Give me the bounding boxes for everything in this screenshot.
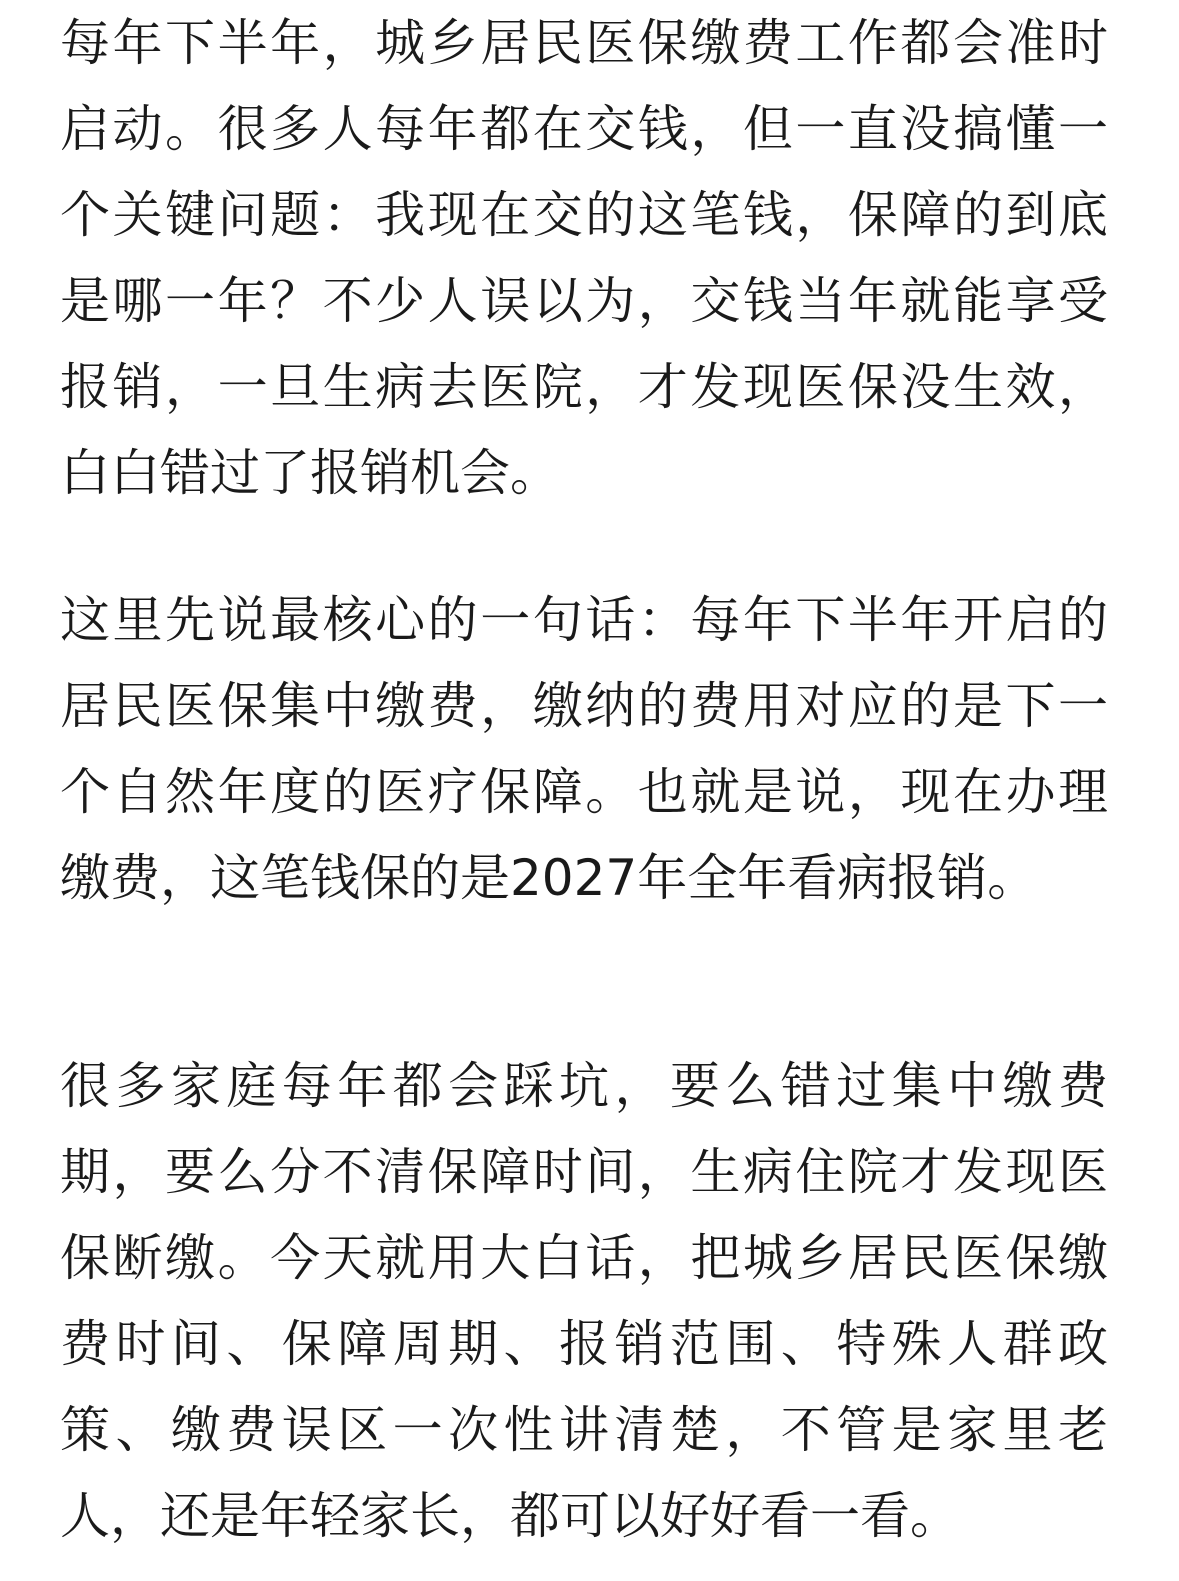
text-line: 启动。很多人每年都在交钱，但一直没搞懂一 — [60, 100, 1108, 158]
text-line: 期，要么分不清保障时间，生病住院才发现医 — [60, 1143, 1108, 1201]
paragraph-summary — [60, 1043, 1108, 1559]
text-line: 个关键问题：我现在交的这笔钱，保障的到底 — [60, 186, 1108, 244]
text-line: 很多家庭每年都会踩坑，要么错过集中缴费 — [60, 1057, 1108, 1115]
paragraph-intro — [60, 0, 1108, 516]
text-line: 白白错过了报销机会。 — [60, 444, 560, 502]
text-line: 人，还是年轻家长，都可以好好看一看。 — [60, 1487, 960, 1545]
text-line: 每年下半年，城乡居民医保缴费工作都会准时 — [60, 14, 1108, 72]
text-line: 这里先说最核心的一句话：每年下半年开启的 — [60, 591, 1108, 649]
text-line: 费时间、保障周期、报销范围、特殊人群政 — [60, 1315, 1108, 1373]
text-line: 个自然年度的医疗保障。也就是说，现在办理 — [60, 763, 1108, 821]
text-line: 策、缴费误区一次性讲清楚，不管是家里老 — [60, 1401, 1108, 1459]
text-line: 保断缴。今天就用大白话，把城乡居民医保缴 — [60, 1229, 1108, 1287]
text-line: 报销，一旦生病去医院，才发现医保没生效， — [60, 358, 1108, 416]
text-line: 缴费，这笔钱保的是2027年全年看病报销。 — [60, 849, 1038, 907]
text-line: 是哪一年？不少人误以为，交钱当年就能享受 — [60, 272, 1108, 330]
paragraph-key-point — [60, 577, 1108, 921]
text-line: 居民医保集中缴费，缴纳的费用对应的是下一 — [60, 677, 1108, 735]
